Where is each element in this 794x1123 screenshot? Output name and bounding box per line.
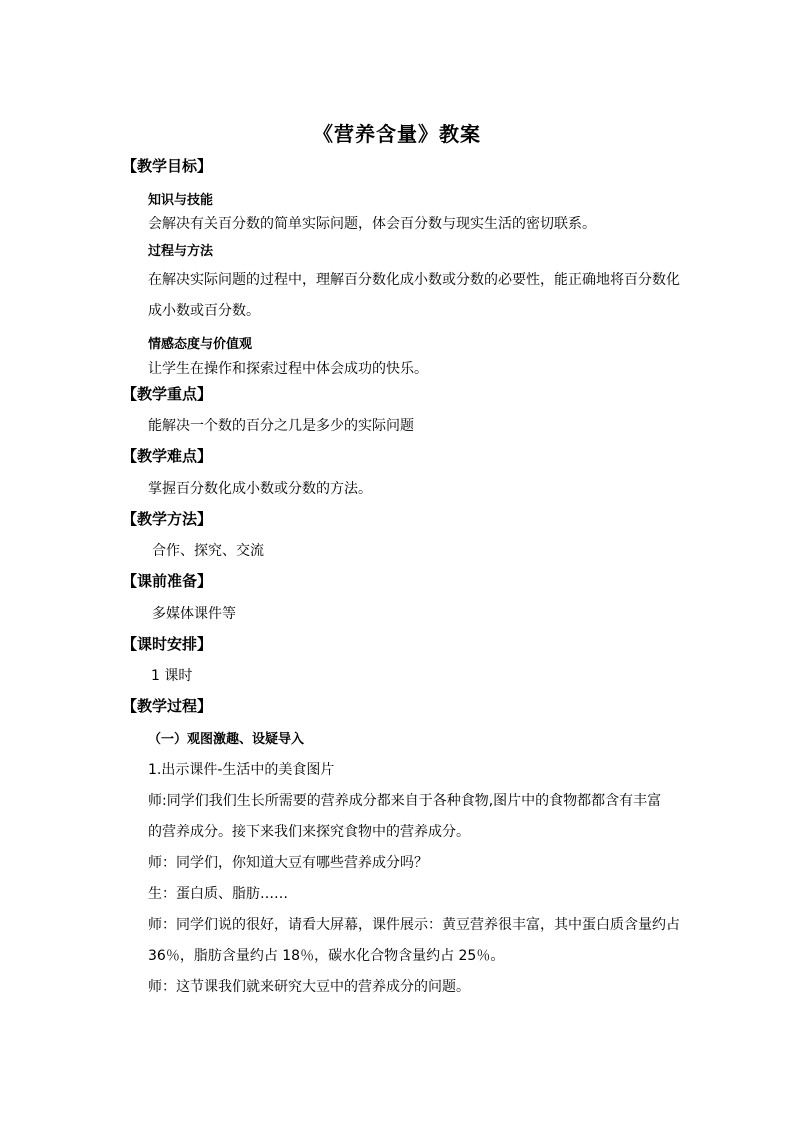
process-line: 师：同学们说的很好，请看大屏幕，课件展示：黄豆营养很丰富，其中蛋白质含量约占	[148, 917, 680, 933]
section-heading-process: 【教学过程】	[122, 697, 213, 715]
difficulties-text: 掌握百分数化成小数或分数的方法。	[148, 481, 372, 497]
section-heading-methods: 【教学方法】	[122, 510, 213, 528]
process-line: 36％，脂肪含量约占 18％，碳水化合物含量约占 25％。	[148, 948, 505, 964]
goal-process-text-2: 成小数或百分数。	[148, 303, 260, 319]
process-line: 生：蛋白质、脂肪……	[148, 886, 288, 902]
goal-knowledge-text: 会解决有关百分数的简单实际问题，体会百分数与现实生活的密切联系。	[148, 216, 596, 232]
goal-attitude-text: 让学生在操作和探索过程中体会成功的快乐。	[148, 361, 428, 377]
process-line: 的营养成分。接下来我们来探究食物中的营养成分。	[148, 824, 470, 840]
methods-text: 合作、探究、交流	[152, 543, 264, 559]
section-heading-difficulties: 【教学难点】	[122, 447, 213, 465]
document-title: 《营养含量》教案	[313, 122, 481, 146]
section-heading-schedule: 【课时安排】	[122, 635, 213, 653]
goal-attitude-title: 情感态度与价值观	[148, 337, 253, 352]
section-heading-preparation: 【课前准备】	[122, 572, 213, 590]
schedule-text: 1 课时	[151, 668, 193, 684]
process-line: 师：同学们，你知道大豆有哪些营养成分吗？	[148, 855, 428, 871]
goal-process-text-1: 在解决实际问题的过程中，理解百分数化成小数或分数的必要性，能正确地将百分数化	[148, 272, 680, 288]
goal-process-title: 过程与方法	[148, 244, 214, 259]
goal-knowledge-title: 知识与技能	[148, 193, 214, 208]
section-heading-key-points: 【教学重点】	[122, 385, 213, 403]
process-line: 师:同学们我们生长所需要的营养成分都来自于各种食物,图片中的食物都都含有丰富	[148, 793, 662, 809]
preparation-text: 多媒体课件等	[152, 606, 236, 622]
process-line: 1.出示课件-生活中的美食图片	[148, 762, 335, 778]
section-heading-goals: 【教学目标】	[122, 157, 213, 175]
key-points-text: 能解决一个数的百分之几是多少的实际问题	[148, 418, 414, 434]
process-line: 师：这节课我们就来研究大豆中的营养成分的问题。	[148, 979, 470, 995]
process-stage-1-heading: （一）观图激趣、设疑导入	[148, 732, 305, 747]
